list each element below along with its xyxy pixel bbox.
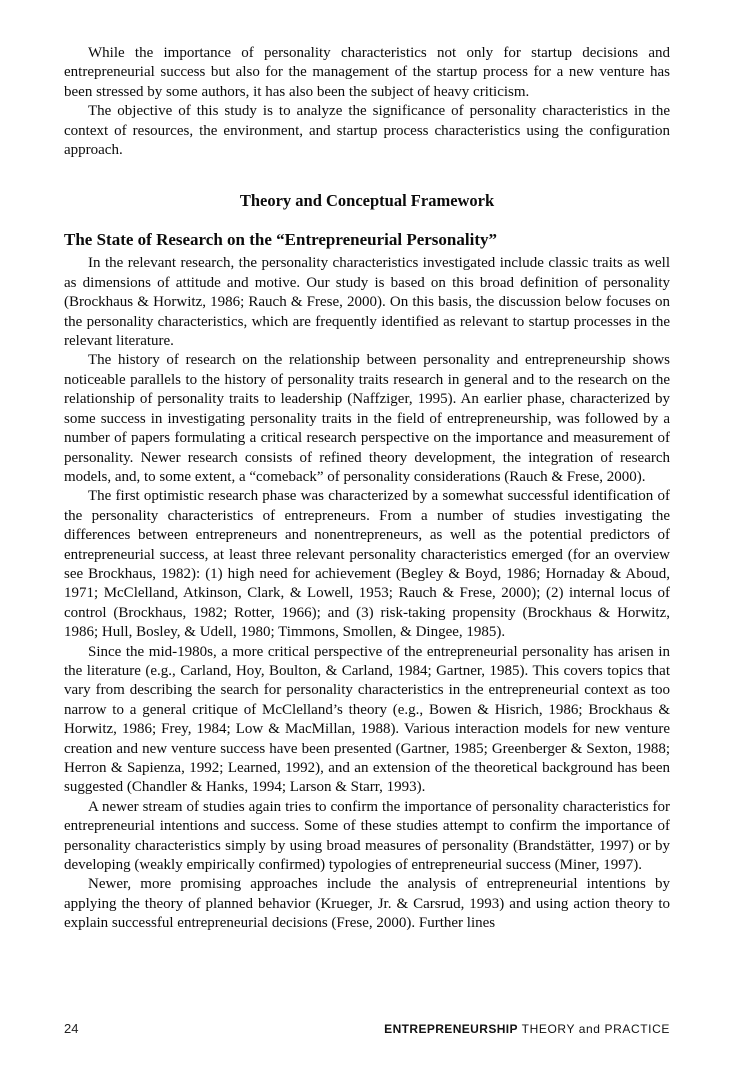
paragraph: Newer, more promising approaches include the analysis of entrepreneurial intentions by applying the theory of planned behavior (Krueger, Jr. & Carsrud, 1993) and using action theory to explain successful entrepreneurial decisions (Frese, 2000). Further lines — [64, 876, 670, 932]
page-number: 24 — [64, 1021, 79, 1036]
paragraph: A newer stream of studies again tries to confirm the importance of personality characteristics for entrepreneurial intentions and success. Some of these studies attempt to confirm the importance of personality characteristics simply by using broad measures of personality (Brandstätter, 1997) or by developing (weakly empirically confirmed) typologies of entrepreneurial success (Miner, 1997). — [64, 798, 670, 874]
journal-title-rest: THEORY and PRACTICE — [517, 1022, 670, 1036]
paragraph: The objective of this study is to analyze the significance of personality characteristics in the context of resources, the environment, and startup process characteristics using the configuration approach. — [64, 103, 670, 159]
section-heading: Theory and Conceptual Framework — [239, 191, 495, 211]
paragraph: The first optimistic research phase was characterized by a somewhat successful identification of the personality characteristics of entrepreneurs. From a number of studies investigating the differences between entrepreneurs and nonentrepreneurs, as well as the potential predictors of entrepreneurial success, at least three relevant personality characteristics emerged (for an overview see Brockhaus, 1982): (1) high need for achievement (Begley & Boyd, 1986; Hornaday & Aboud, 1971; McClelland, Atkinson, Clark, & Lowell, 1953; Rauch & Frese, 2000); (2) internal locus of control (Brockhaus, 1982; Rotter, 1966); and (3) risk-taking propensity (Brockhaus & Horwitz, 1986; Hull, Bosley, & Udell, 1980; Timmons, Smollen, & Dingee, 1985). — [64, 488, 670, 641]
subsection-heading: The State of Research on the “Entrepreneurial Personality” — [64, 230, 497, 250]
paragraph: Since the mid-1980s, a more critical perspective of the entrepreneurial personality has arisen in the literature (e.g., Carland, Hoy, Boulton, & Carland, 1984; Gartner, 1985). This covers topics that vary from describing the search for personality characteristics in the entrepreneurial context as too narrow to a general critique of McClelland’s theory (e.g., Bowen & Hisrich, 1986; Brockhaus & Horwitz, 1986; Frey, 1984; Low & MacMillan, 1988). Various interaction models for new venture creation and new venture success have been presented (Gartner, 1985; Greenberger & Sexton, 1988; Herron & Sapienza, 1992; Learned, 1992), and an extension of the theoretical background has been suggested (Chandler & Hanks, 1994; Larson & Starr, 1993). — [64, 643, 670, 796]
paragraph: While the importance of personality characteristics not only for startup decisions and entrepreneurial success but also for the management of the startup process for a new venture has been stressed by some authors, it has also been the subject of heavy criticism. — [64, 45, 670, 100]
paragraph: The history of research on the relationship between personality and entrepreneurship shows noticeable parallels to the history of personality traits research in general and to the research on the relationship of personality traits to leadership (Naffziger, 1995). An earlier phase, characterized by some success in investigating personality traits in the field of entrepreneurship, was followed by a number of papers formulating a critical research perspective on the importance and measurement of personality. Newer research consists of refined theory development, the integration of research models, and, to some extent, a “comeback” of personality considerations (Rauch & Frese, 2000). — [64, 352, 670, 485]
page-footer — [64, 1021, 670, 1036]
paragraph: In the relevant research, the personality characteristics investigated include classic traits as well as dimensions of attitude and motive. Our study is based on this broad definition of personality (Brockhaus & Horwitz, 1986; Rauch & Frese, 2000). On this basis, the discussion below focuses on the personality characteristics, which are frequently identified as relevant to startup processes in the relevant literature. — [64, 255, 670, 350]
journal-title — [384, 1022, 670, 1036]
journal-title-emphasis: ENTREPRENEURSHIP — [384, 1022, 518, 1036]
page-content — [64, 44, 670, 934]
